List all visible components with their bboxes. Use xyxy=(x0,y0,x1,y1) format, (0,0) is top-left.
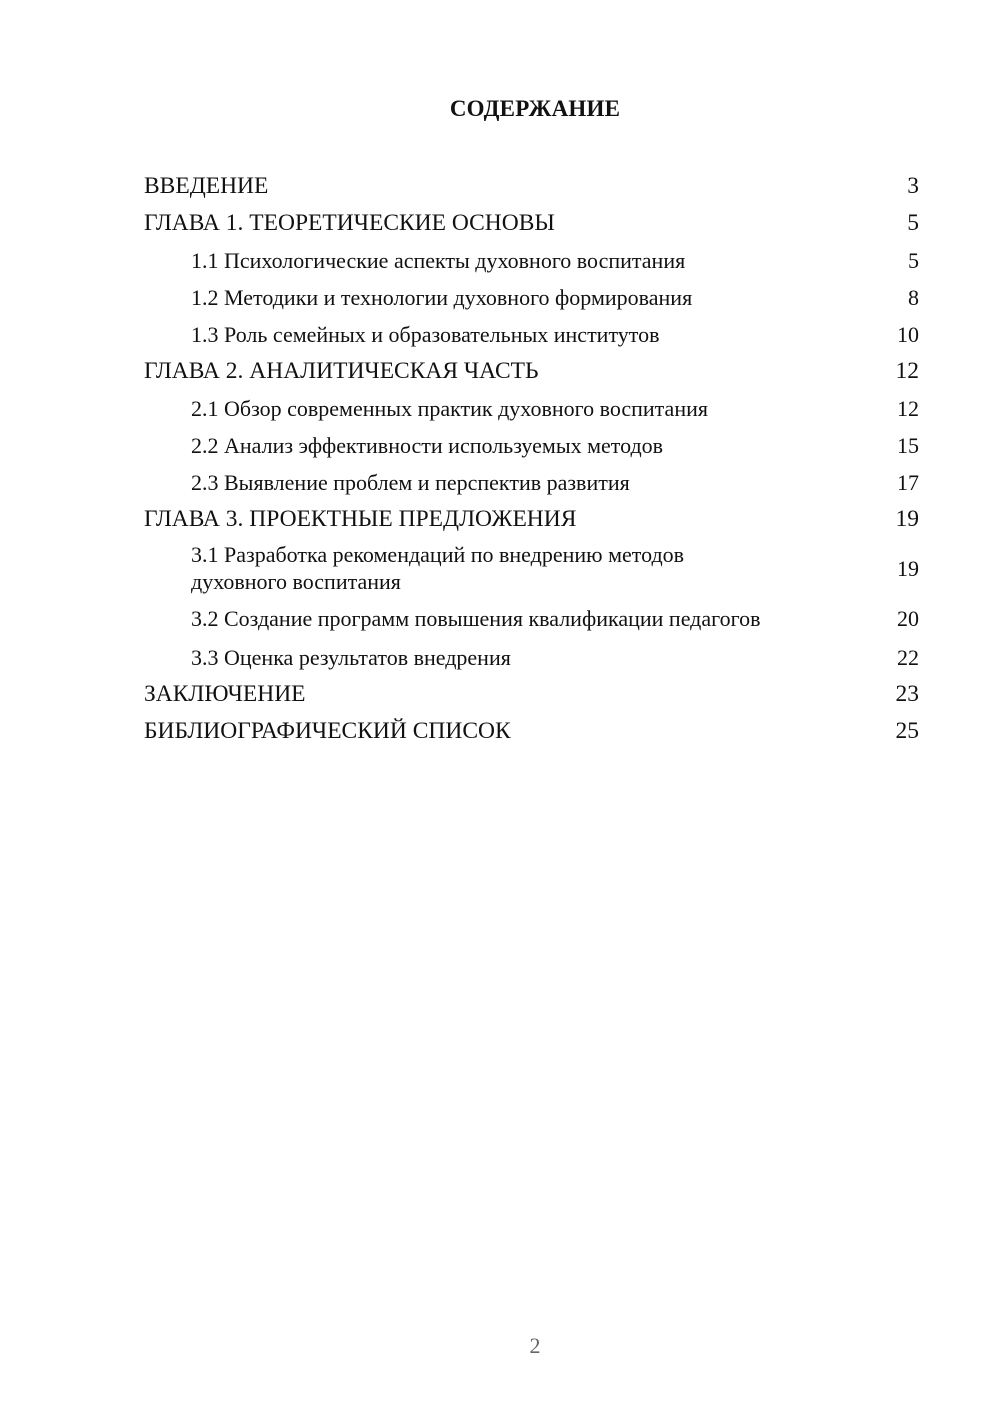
toc-entry-section-2-1[interactable] xyxy=(144,390,919,427)
toc-entry-page: 10 xyxy=(897,322,919,347)
toc-entry-section-3-3[interactable] xyxy=(144,639,919,676)
toc-entry-page: 5 xyxy=(907,210,919,236)
toc-entry-page: 12 xyxy=(897,396,919,421)
toc-entry-page: 15 xyxy=(897,433,919,458)
toc-entry-label: 3.3 Оценка результатов внедрения xyxy=(191,645,511,670)
toc-entry-page: 19 xyxy=(895,506,919,532)
toc-entry-label: 3.1 Разработка рекомендаций по внедрению методов духовного воспитания xyxy=(191,542,685,594)
toc-entry-conclusion[interactable] xyxy=(144,676,919,713)
toc-entry-label: 1.1 Психологические аспекты духовного воспитания xyxy=(191,248,686,273)
toc-entry-section-1-1[interactable] xyxy=(144,242,919,279)
toc-entry-label: 2.2 Анализ эффективности используемых методов xyxy=(191,433,664,458)
toc-entry-label: ГЛАВА 3. ПРОЕКТНЫЕ ПРЕДЛОЖЕНИЯ xyxy=(144,506,577,532)
table-of-contents xyxy=(144,168,919,750)
toc-entry-label: ЗАКЛЮЧЕНИЕ xyxy=(144,681,306,707)
toc-entry-page: 19 xyxy=(897,555,919,581)
toc-entry-page: 17 xyxy=(897,470,919,495)
toc-entry-label: 1.2 Методики и технологии духовного формирования xyxy=(191,285,693,310)
toc-entry-chapter-2[interactable] xyxy=(144,353,919,390)
toc-entry-introduction[interactable] xyxy=(144,168,919,205)
toc-entry-label: 2.1 Обзор современных практик духовного воспитания xyxy=(191,396,708,421)
toc-entry-section-2-3[interactable] xyxy=(144,464,919,501)
toc-entry-bibliography[interactable] xyxy=(144,713,919,750)
toc-entry-page: 3 xyxy=(907,173,919,199)
toc-entry-section-1-3[interactable] xyxy=(144,316,919,353)
toc-entry-section-3-2[interactable] xyxy=(144,602,919,639)
toc-entry-label: БИБЛИОГРАФИЧЕСКИЙ СПИСОК xyxy=(144,718,511,744)
toc-entry-section-2-2[interactable] xyxy=(144,427,919,464)
page-number: 2 xyxy=(529,1333,541,1358)
toc-entry-chapter-1[interactable] xyxy=(144,205,919,242)
toc-entry-chapter-3[interactable] xyxy=(144,501,919,538)
toc-entry-label: 3.2 Создание программ повышения квалификации педагогов xyxy=(191,606,761,631)
toc-entry-section-1-2[interactable] xyxy=(144,279,919,316)
page-title: СОДЕРЖАНИЕ xyxy=(449,96,621,121)
toc-entry-page: 23 xyxy=(895,681,919,707)
toc-entry-label: ГЛАВА 1. ТЕОРЕТИЧЕСКИЕ ОСНОВЫ xyxy=(144,210,555,236)
toc-entry-page: 25 xyxy=(895,718,919,744)
toc-entry-label: 2.3 Выявление проблем и перспектив развития xyxy=(191,470,630,495)
toc-entry-page: 8 xyxy=(908,285,919,310)
toc-entry-label: ВВЕДЕНИЕ xyxy=(144,173,269,199)
toc-entry-page: 22 xyxy=(897,645,919,670)
toc-entry-page: 20 xyxy=(897,606,919,631)
toc-entry-label: 1.3 Роль семейных и образовательных институтов xyxy=(191,322,660,347)
toc-entry-label: ГЛАВА 2. АНАЛИТИЧЕСКАЯ ЧАСТЬ xyxy=(144,358,539,384)
toc-entry-section-3-1[interactable] xyxy=(144,538,919,602)
toc-entry-page: 12 xyxy=(895,358,919,384)
toc-entry-page: 5 xyxy=(908,248,919,273)
